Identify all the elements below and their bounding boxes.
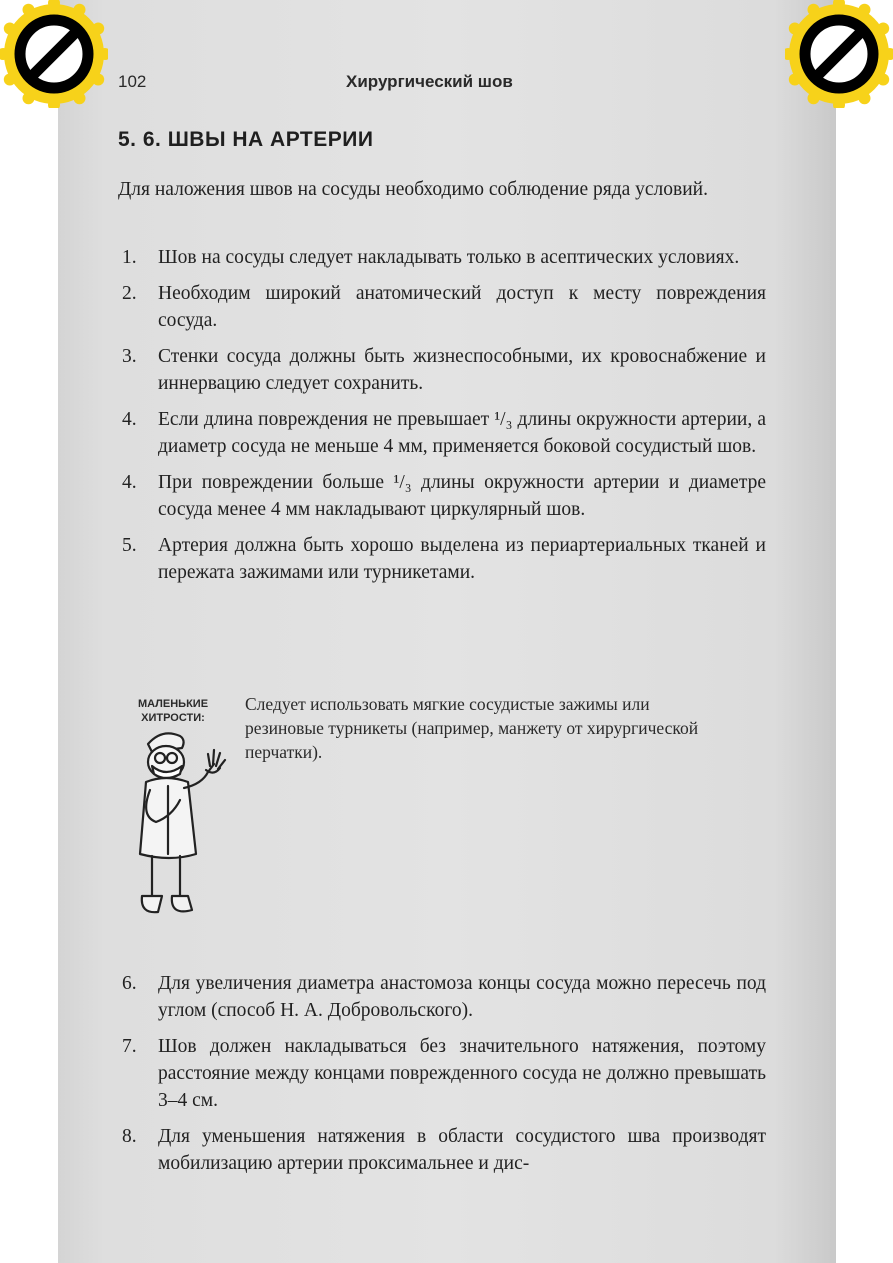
item-text: Необходим широкий анатомический доступ к месту повреждения сосуда. (158, 283, 766, 331)
page-number: 102 (118, 72, 147, 91)
running-header (118, 72, 758, 96)
item-text: Артерия должна быть хорошо выделена из периартериальных тканей и пережата зажимами или турникетами. (158, 535, 766, 583)
list-item (118, 469, 766, 523)
list-item (118, 343, 766, 397)
item-number: 8. (122, 1126, 137, 1147)
item-text: Для увеличения диаметра анастомоза концы сосуда можно пересечь под углом (способ Н. А. Добровольского). (158, 973, 766, 1021)
tips-label (118, 697, 228, 725)
item-number: 5. (122, 535, 137, 556)
section-title: 5. 6. ШВЫ НА АРТЕРИИ (118, 128, 374, 151)
tip-text: Следует использовать мягкие сосудистые зажимы или резиновые турникеты (например, манжету от хирургической перчатки). (245, 694, 699, 762)
list-item (118, 244, 766, 271)
item-number: 4. (122, 409, 137, 430)
item-number: 2. (122, 283, 137, 304)
item-number: 6. (122, 973, 137, 994)
item-number: 3. (122, 346, 137, 367)
item-text: Шов должен накладываться без значительного натяжения, поэтому расстояние между концами поврежденного сосуда не должно превышать 3–4 см. (158, 1036, 766, 1111)
item-text: При повреждении больше ¹/₃ длины окружности артерии и диаметре сосуда менее 4 мм накладывают циркулярный шов. (158, 472, 766, 520)
item-text: Шов на сосуды следует накладывать только в асептических условиях. (158, 247, 740, 268)
prohibited-sign-icon (0, 0, 108, 108)
page-margin (836, 0, 893, 1263)
running-title: Хирургический шов (346, 72, 513, 91)
item-number: 4. (122, 472, 137, 493)
list-item (118, 1033, 766, 1114)
prohibited-sign-icon (785, 0, 893, 108)
item-text: Стенки сосуда должны быть жизнеспособными, их кровоснабжение и иннервацию следует сохранить. (158, 346, 766, 394)
item-text: Для уменьшения натяжения в области сосудистого шва производят мобилизацию артерии проксимальнее и дис- (158, 1126, 766, 1174)
item-number: 7. (122, 1036, 137, 1057)
intro-paragraph: Для наложения швов на сосуды необходимо соблюдение ряда условий. (118, 179, 708, 200)
item-number: 1. (122, 247, 137, 268)
tips-label-line: ХИТРОСТИ: (141, 712, 205, 724)
list-item (118, 970, 766, 1024)
tips-label-line: МАЛЕНЬКИЕ (137, 698, 209, 710)
list-item (118, 406, 766, 460)
item-text: Если длина повреждения не превышает ¹/₃ длины окружности артерии, а диаметр сосуда не меньше 4 мм, применяется боковой сосудистый шов. (158, 409, 766, 457)
list-item (118, 1123, 766, 1177)
conditions-list-second (118, 970, 766, 1186)
list-item (118, 532, 766, 586)
list-item (118, 280, 766, 334)
conditions-list-first (118, 244, 766, 595)
surgeon-cartoon-icon (122, 726, 240, 926)
